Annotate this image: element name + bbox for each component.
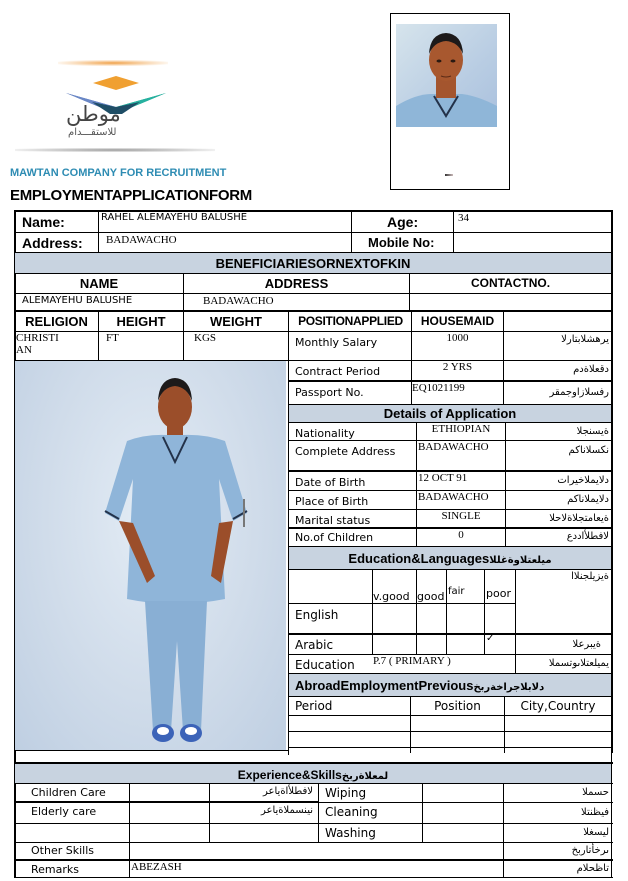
- address-label: Address:: [22, 235, 83, 251]
- photo-marker: [445, 174, 453, 176]
- physical-col-religion: RELIGION: [25, 314, 88, 329]
- logo-arabic-sub: للاستقـــدام: [68, 127, 117, 138]
- skill-washing-arabic: ليسغلا: [583, 827, 609, 838]
- rule: [503, 312, 504, 406]
- education-arabic: يميلعتلاىوتسملا: [548, 658, 609, 669]
- mobile-label: Mobile No:: [368, 235, 435, 250]
- rule: [484, 569, 485, 654]
- english-label: English: [295, 608, 339, 622]
- rule: [14, 331, 613, 332]
- employment-col-position: Position: [434, 699, 481, 713]
- rule: [14, 877, 613, 878]
- education-title: Education&Languages: [348, 551, 490, 566]
- rule: [416, 569, 417, 654]
- rule: [14, 801, 319, 803]
- rule: [372, 569, 373, 654]
- dob-value: 12 OCT 91: [418, 472, 468, 484]
- rule: [288, 747, 613, 748]
- physical-col-housemaid: HOUSEMAID: [420, 314, 495, 328]
- other-skills-label: Other Skills: [31, 844, 94, 857]
- physical-col-weight: WEIGHT: [210, 314, 262, 329]
- rule: [14, 232, 613, 233]
- skill-children-care-arabic: لافطلأاةياعر: [263, 786, 313, 797]
- employment-title-wrap: [295, 677, 544, 695]
- skill-elderly-care-label: Elderly care: [31, 805, 97, 818]
- arabic-label: Arabic: [295, 638, 334, 652]
- rule: [98, 210, 99, 252]
- skill-cleaning-arabic: فيظنتلا: [580, 807, 609, 818]
- passport-no-value: EQ1021199: [412, 382, 465, 394]
- rule: [14, 859, 613, 861]
- rule: [288, 696, 613, 697]
- dob-arabic: دلايملاخيرات: [557, 475, 609, 486]
- employment-title: AbroadEmploymentPrevious: [295, 678, 474, 693]
- monthly-salary-value: 1000: [446, 332, 469, 344]
- education-title-wrap: [289, 550, 611, 568]
- full-body-photo: [15, 361, 286, 750]
- rule: [515, 569, 516, 674]
- religion-value-line2: AN: [16, 344, 32, 356]
- remarks-arabic: تاظحلام: [576, 863, 609, 874]
- skill-washing-label: Washing: [325, 826, 376, 840]
- rule: [14, 842, 613, 843]
- physical-col-position-applied: POSITIONAPPLIED: [298, 314, 403, 328]
- marital-status-label: Marital status: [295, 514, 371, 527]
- name-value: RAHEL ALEMAYEHU BALUSHE: [101, 212, 248, 223]
- form-title: EMPLOYMENTAPPLICATIONFORM: [10, 187, 252, 204]
- physical-col-height: HEIGHT: [116, 314, 166, 329]
- skills-title: Experience&Skills: [237, 768, 342, 782]
- marital-status-value: SINGLE: [441, 510, 481, 522]
- children-value: 0: [458, 529, 464, 541]
- remarks-label: Remarks: [31, 863, 79, 876]
- logo-glow-bottom: [15, 148, 215, 152]
- nationality-label: Nationality: [295, 427, 355, 440]
- skill-cleaning-label: Cleaning: [325, 805, 378, 819]
- contract-period-arabic: دقعلاةدم: [573, 364, 609, 375]
- children-arabic: لافطلأاددع: [566, 531, 609, 542]
- rule: [422, 783, 423, 842]
- beneficiary-address-value: BADAWACHO: [203, 295, 274, 307]
- rule: [318, 783, 319, 842]
- beneficiary-col-address: ADDRESS: [264, 276, 329, 291]
- rule: [453, 210, 454, 252]
- arabic-arabic: ةيبرعلا: [572, 639, 601, 650]
- rule: [14, 310, 613, 312]
- rule: [288, 527, 613, 529]
- passport-no-label: Passport No.: [295, 386, 364, 399]
- rule: [288, 633, 613, 635]
- contract-period-label: Contract Period: [295, 365, 381, 378]
- pob-arabic: دلايملاناكم: [567, 494, 609, 505]
- rule: [503, 783, 504, 878]
- nationality-value: ETHIOPIAN: [431, 423, 491, 435]
- complete-address-value: BADAWACHO: [418, 441, 489, 453]
- skill-wiping-label: Wiping: [325, 786, 367, 800]
- rule: [318, 802, 613, 803]
- rule: [288, 603, 516, 604]
- age-label: Age:: [387, 214, 419, 230]
- arabic-check-poor[interactable]: ✓: [486, 633, 495, 644]
- age-value: 34: [458, 212, 469, 224]
- employment-col-city-country: City,Country: [520, 699, 596, 713]
- complete-address-label: Complete Address: [295, 445, 396, 458]
- rule: [446, 569, 447, 654]
- logo-arabic-main: موطن: [66, 102, 121, 126]
- level-fair: fair: [448, 586, 465, 597]
- rule: [15, 750, 288, 751]
- rule: [14, 273, 613, 274]
- employment-col-period: Period: [295, 699, 333, 713]
- level-good: good: [417, 590, 445, 603]
- rule: [351, 210, 352, 252]
- other-skills-arabic: ىرخأتاربخ: [571, 845, 609, 856]
- company-name: MAWTAN COMPANY FOR RECRUITMENT: [10, 167, 227, 179]
- rule: [14, 783, 613, 784]
- monthly-salary-label: Monthly Salary: [295, 336, 378, 349]
- skills-title-arabic: لمعلاةربخ: [341, 771, 389, 782]
- skill-children-care-label: Children Care: [31, 786, 106, 799]
- skill-wiping-arabic: حسملا: [582, 787, 609, 798]
- rule: [14, 293, 613, 294]
- level-poor: poor: [486, 587, 511, 600]
- rule: [14, 823, 613, 824]
- complete-address-arabic: نكسلاناكم: [568, 445, 609, 456]
- beneficiary-col-contact: CONTACTNO.: [470, 276, 551, 290]
- dob-label: Date of Birth: [295, 476, 366, 489]
- level-vgood: v.good: [373, 590, 410, 603]
- beneficiaries-title: BENEFICIARIESORNEXTOFKIN: [215, 256, 411, 271]
- beneficiary-name-value: ALEMAYEHU BALUSHE: [22, 295, 133, 306]
- rule: [288, 731, 613, 732]
- weight-value: KGS: [194, 332, 217, 344]
- marital-status-arabic: ةيعامتجلاةلاحلا: [549, 513, 609, 524]
- rule: [209, 783, 210, 842]
- rule: [129, 783, 130, 878]
- beneficiary-col-name: NAME: [79, 276, 119, 291]
- logo-glow-top: [58, 60, 168, 66]
- education-value: P.7 ( PRIMARY ): [373, 655, 451, 667]
- pob-label: Place of Birth: [295, 495, 369, 508]
- rule: [288, 569, 613, 570]
- name-label: Name:: [22, 214, 65, 230]
- height-value: FT: [106, 332, 119, 344]
- rule: [288, 715, 613, 716]
- education-label: Education: [295, 658, 355, 672]
- contract-period-value: 2 YRS: [442, 361, 473, 373]
- nationality-arabic: ةيسنجلا: [576, 426, 609, 437]
- skills-title-wrap: [15, 766, 611, 784]
- english-arabic: ةيزيلجنلاا: [571, 571, 609, 582]
- passport-no-arabic: رفسلازاوجمقر: [549, 387, 609, 398]
- address-value: BADAWACHO: [106, 234, 177, 246]
- employment-title-arabic: دلابلاجراخةربخ: [473, 682, 545, 693]
- details-title: Details of Application: [383, 406, 517, 421]
- monthly-salary-arabic: يرهشلابتارلا: [561, 334, 609, 345]
- remarks-value: ABEZASH: [131, 861, 182, 873]
- pob-value: BADAWACHO: [418, 491, 489, 503]
- education-title-arabic: ميلعتلاوةغللا: [489, 555, 552, 566]
- portrait-photo: [396, 24, 497, 127]
- skill-elderly-care-arabic: نينسملاةياعر: [260, 805, 313, 816]
- children-label: No.of Children: [295, 531, 374, 544]
- religion-value-line1: CHRISTI: [16, 332, 59, 344]
- form-border-right: [611, 210, 613, 753]
